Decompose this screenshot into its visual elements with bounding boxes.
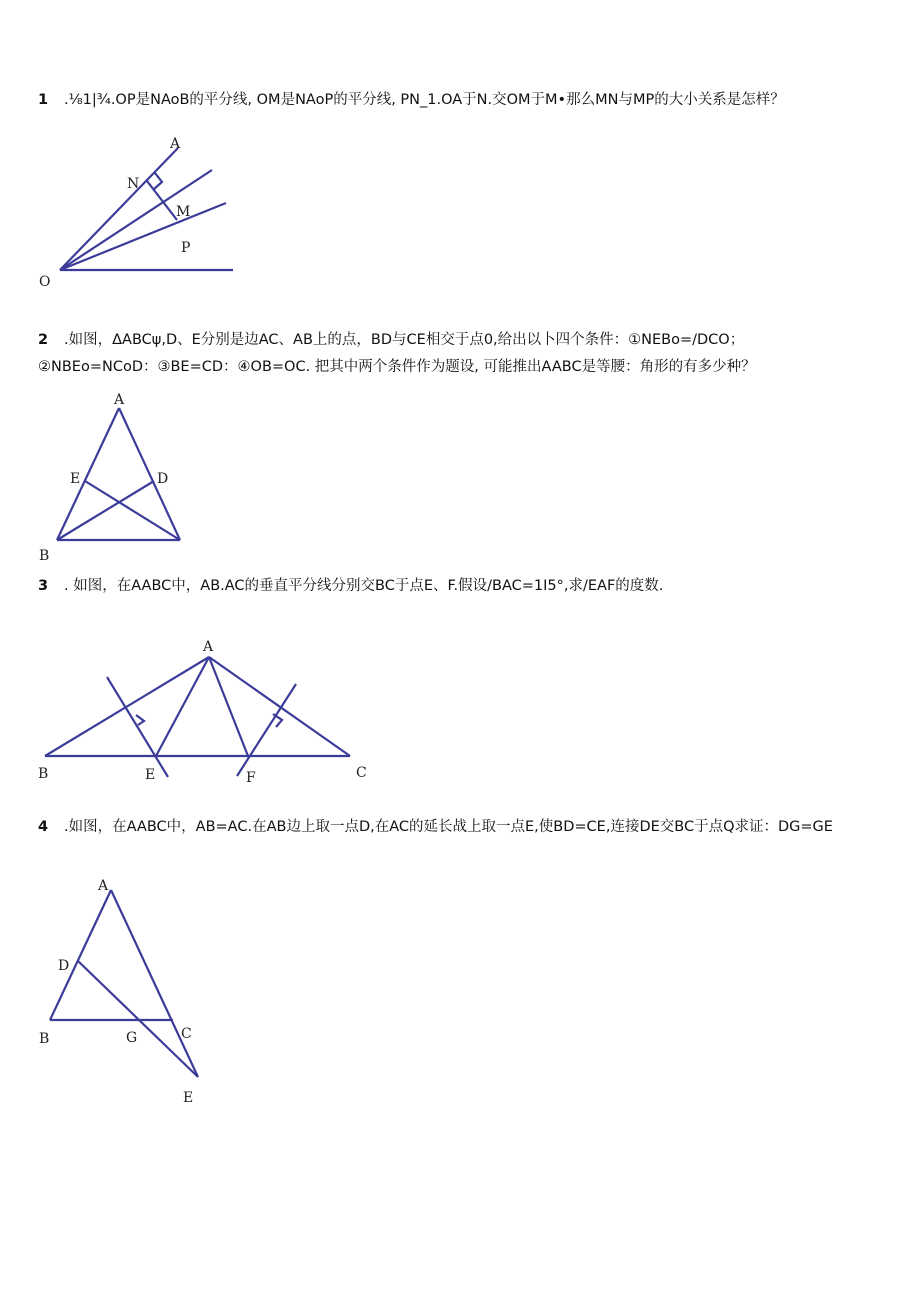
question-number: 4 [38, 819, 49, 835]
question-text: .如图，在AABC中，AB=AC.在AB边上取一点D,在AC的延长战上取一点E,使BD=CE,连接DE交BC于点Q求证：DG=GE [64, 819, 833, 835]
label-c: C [181, 1026, 192, 1042]
label-g: G [126, 1030, 138, 1046]
question-text-continued: ②NBEo=NCoD：③BE=CD：④OB=OC. 把其中两个条件作为题设, 可能推出AABC是等腰：角形的有多少种？ [38, 359, 756, 375]
label-b: B [38, 766, 49, 782]
label-e: E [70, 471, 81, 487]
question-4 [38, 814, 833, 840]
label-a: A [203, 639, 214, 655]
right-angle-mark-ab [136, 715, 144, 725]
label-b: B [39, 548, 50, 564]
label-p: P [181, 240, 191, 256]
label-a: A [98, 878, 109, 894]
segment-nm [147, 181, 177, 220]
label-a: A [114, 392, 125, 408]
right-angle-mark [154, 173, 162, 189]
question-number: 1 [38, 92, 49, 108]
label-a: A [170, 136, 181, 152]
label-m: M [176, 204, 191, 220]
figure-1 [30, 130, 250, 295]
question-1 [38, 87, 785, 113]
label-d: D [157, 471, 169, 487]
label-e: E [145, 767, 156, 783]
side-ac [209, 657, 350, 756]
question-2 [38, 327, 744, 353]
right-angle-mark-ac [273, 714, 282, 727]
question-text: . 如图，在AABC中，AB.AC的垂直平分线分别交BC于点E、F.假设/BAC=1I5°,求/EAF的度数. [64, 578, 664, 594]
question-2-line-2 [38, 354, 756, 380]
question-text: .如图，ΔABCψ,D、E分别是边AC、AB上的点，BD与CE相交于点0,给出以卜四个条件：①NEBo=/DCO； [64, 332, 745, 348]
question-number: 2 [38, 332, 49, 348]
perpendicular-bisector-ab [107, 677, 168, 777]
figure-2 [30, 390, 205, 565]
label-c: C [356, 765, 367, 781]
side-ab [45, 657, 209, 756]
side-ab [50, 890, 111, 1020]
figure-4 [30, 870, 220, 1110]
label-f: F [246, 770, 256, 786]
label-e: E [183, 1090, 194, 1106]
figure-3 [30, 635, 380, 785]
question-text: .⅛1|¾.OP是NAoB的平分线, OM是NAoP的平分线, PN_1.OA于N.交OM于M•那么MN与MP的大小关系是怎样？ [64, 92, 785, 108]
ray-om [60, 203, 226, 270]
side-ac-extended [111, 890, 198, 1077]
label-n: N [127, 176, 140, 192]
label-o: O [39, 274, 51, 290]
label-d: D [58, 958, 70, 974]
ray-oa [60, 148, 178, 270]
question-number: 3 [38, 578, 49, 594]
question-3 [38, 573, 663, 599]
label-b: B [39, 1031, 50, 1047]
